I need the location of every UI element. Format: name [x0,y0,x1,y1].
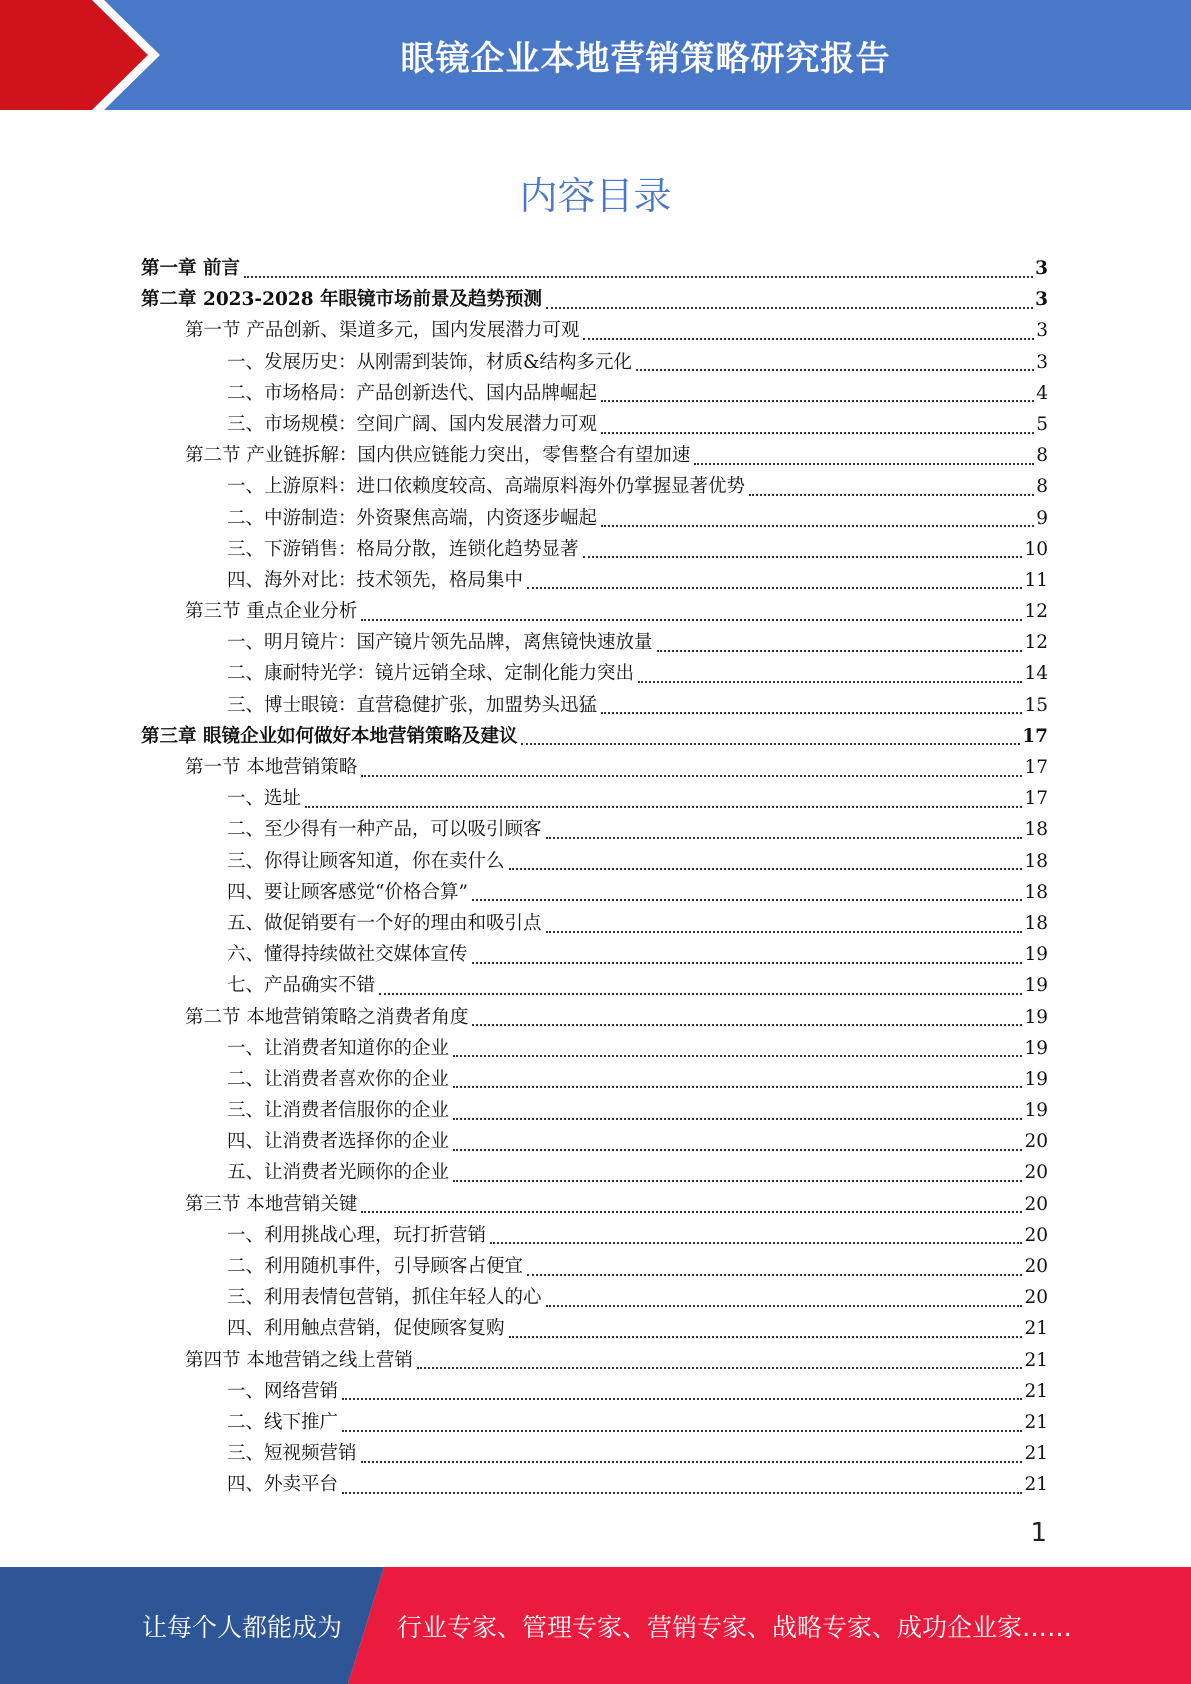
toc-entry-page: 20 [1024,1224,1048,1246]
toc-entry-page: 20 [1024,1287,1048,1309]
toc-dot-leader [601,400,1034,402]
toc-entry-page: 17 [1024,788,1048,810]
toc-dot-leader [546,307,1033,309]
toc-subsection-entry[interactable] [141,1407,1048,1438]
toc-entry-page: 21 [1024,1380,1048,1402]
toc-subsection-entry[interactable] [141,908,1048,939]
toc-entry-page: 12 [1024,632,1048,654]
toc-dot-leader [601,432,1034,434]
toc-chapter-entry[interactable] [141,253,1048,284]
toc-dot-leader [583,338,1034,340]
toc-entry-page: 19 [1024,975,1048,997]
toc-subsection-entry[interactable] [141,471,1048,502]
toc-dot-leader [453,1055,1022,1057]
toc-entry-title: 一、让消费者知道你的企业 [227,1037,450,1059]
toc-entry-page: 17 [1024,757,1048,778]
toc-dot-leader [490,1242,1022,1244]
toc-dot-leader [546,931,1023,933]
toc-dot-leader [694,463,1034,465]
toc-entry-title: 一、发展历史：从刚需到装饰，材质&结构多元化 [227,351,632,373]
toc-entry-page: 15 [1024,694,1048,716]
toc-dot-leader [453,1086,1022,1088]
toc-subsection-entry[interactable] [141,846,1048,877]
toc-entry-title: 第三章 眼镜企业如何做好本地营销策略及建议 [141,725,518,747]
toc-entry-page: 20 [1024,1193,1048,1215]
toc-entry-title: 一、明月镜片：国产镜片领先品牌，离焦镜快速放量 [227,632,653,654]
toc-dot-leader [342,1398,1022,1400]
toc-entry-page: 17 [1022,725,1048,747]
toc-entry-title: 四、要让顾客感觉“价格合算” [227,881,468,903]
toc-entry-page: 20 [1024,1256,1048,1277]
toc-subsection-entry[interactable] [141,1376,1048,1407]
toc-dot-leader [472,962,1023,964]
toc-entry-title: 六、懂得持续做社交媒体宣传 [227,944,468,966]
toc-dot-leader [521,743,1020,745]
toc-entry-title: 二、利用随机事件，引导顾客占便宜 [227,1256,524,1277]
toc-dot-leader [472,899,1023,901]
toc-entry-title: 三、利用表情包营销，抓住年轻人的心 [227,1287,542,1309]
toc-chapter-entry[interactable] [141,284,1048,315]
toc-dot-leader [361,1211,1022,1213]
toc-dot-leader [749,494,1034,496]
toc-entry-title: 三、博士眼镜：直营稳健扩张，加盟势头迅猛 [227,694,598,716]
toc-entry-page: 18 [1024,850,1048,872]
toc-subsection-entry[interactable] [141,1469,1048,1500]
toc-subsection-entry[interactable] [141,1220,1048,1251]
toc-entry-page: 3 [1036,320,1048,342]
toc-section-entry[interactable] [141,440,1048,471]
toc-entry-title: 二、市场格局：产品创新迭代、国内品牌崛起 [227,382,598,404]
toc-entry-title: 七、产品确实不错 [227,975,376,997]
toc-subsection-entry[interactable] [141,1157,1048,1188]
toc-entry-title: 四、利用触点营销，促使顾客复购 [227,1318,505,1340]
toc-dot-leader [244,276,1033,278]
toc-entry-page: 9 [1036,507,1048,529]
toc-subsection-entry[interactable] [141,1126,1048,1157]
toc-dot-leader [527,587,1022,589]
toc-entry-title: 第一章 前言 [141,258,240,279]
toc-subsection-entry[interactable] [141,1251,1048,1282]
toc-entry-title: 五、让消费者光顾你的企业 [227,1162,450,1184]
toc-entry-title: 二、至少得有一种产品，可以吸引顾客 [227,819,542,841]
toc-subsection-entry[interactable] [141,503,1048,534]
toc-subsection-entry[interactable] [141,783,1048,814]
toc-entry-title: 一、选址 [227,788,302,810]
toc-entry-title: 四、外卖平台 [227,1474,339,1496]
toc-subsection-entry[interactable] [141,814,1048,845]
toc-entry-title: 四、让消费者选择你的企业 [227,1131,450,1153]
toc-entry-title: 五、做促销要有一个好的理由和吸引点 [227,912,542,934]
toc-section-entry[interactable] [141,1002,1048,1033]
toc-entry-title: 三、你得让顾客知道，你在卖什么 [227,850,505,872]
toc-subsection-entry[interactable] [141,1033,1048,1064]
toc-dot-leader [453,1149,1022,1151]
toc-dot-leader [453,1180,1022,1182]
toc-entry-page: 12 [1024,601,1048,623]
toc-subsection-entry[interactable] [141,1313,1048,1344]
toc-dot-leader [527,1274,1022,1276]
toc-entry-title: 第三节 重点企业分析 [185,601,358,623]
toc-entry-page: 8 [1036,445,1048,467]
toc-dot-leader [638,681,1022,683]
toc-dot-leader [379,993,1022,995]
toc-dot-leader [305,806,1022,808]
toc-section-entry[interactable] [141,1189,1048,1220]
toc-entry-title: 一、利用挑战心理，玩打折营销 [227,1224,487,1246]
toc-dot-leader [342,1430,1022,1432]
toc-entry-page: 20 [1024,1162,1048,1184]
toc-section-entry[interactable] [141,315,1048,346]
footer-slogan-left: 让每个人都能成为 [142,1612,343,1642]
toc-entry-title: 三、下游销售：格局分散，连锁化趋势显著 [227,538,579,560]
toc-entry-page: 20 [1024,1131,1048,1153]
footer-slogan-right: 行业专家、管理专家、营销专家、战略专家、成功企业家…… [397,1612,1073,1642]
toc-entry-page: 19 [1024,1068,1048,1090]
toc-entry-page: 3 [1036,351,1048,373]
toc-section-entry[interactable] [141,596,1048,627]
toc-entry-title: 第二节 本地营销策略之消费者角度 [185,1006,469,1028]
toc-dot-leader [546,1305,1023,1307]
toc-dot-leader [453,1118,1022,1120]
toc-subsection-entry[interactable] [141,627,1048,658]
toc-dot-leader [546,837,1023,839]
toc-section-entry[interactable] [141,1345,1048,1376]
toc-entry-page: 19 [1024,1006,1048,1028]
page-footer [0,1567,1191,1684]
toc-subsection-entry[interactable] [141,1095,1048,1126]
toc-dot-leader [509,868,1023,870]
toc-entry-page: 18 [1024,912,1048,934]
toc-dot-leader [583,556,1023,558]
toc-entry-page: 21 [1024,1474,1048,1496]
report-title: 眼镜企业本地营销策略研究报告 [400,38,891,79]
toc-entry-page: 21 [1024,1443,1048,1465]
toc-subsection-entry[interactable] [141,347,1048,378]
toc-subsection-entry[interactable] [141,534,1048,565]
toc-entry-page: 4 [1036,382,1048,404]
toc-entry-page: 18 [1024,881,1048,903]
toc-entry-page: 19 [1024,1037,1048,1059]
toc-entry-page: 14 [1024,663,1048,685]
toc-dot-leader [636,369,1034,371]
toc-entry-page: 19 [1024,944,1048,966]
toc-entry-page: 3 [1035,289,1048,311]
toc-subsection-entry[interactable] [141,409,1048,440]
toc-dot-leader [657,650,1023,652]
toc-subsection-entry[interactable] [141,939,1048,970]
toc-entry-title: 三、市场规模：空间广阔、国内发展潜力可观 [227,413,598,435]
toc-dot-leader [509,1336,1023,1338]
toc-dot-leader [601,712,1022,714]
toc-entry-page: 10 [1024,538,1048,560]
toc-entry-page: 5 [1036,413,1048,435]
toc-entry-title: 第二章 2023-2028 年眼镜市场前景及趋势预测 [141,289,543,311]
toc-entry-page: 8 [1036,476,1048,498]
toc-entry-title: 三、让消费者信服你的企业 [227,1100,450,1122]
toc-entry-title: 二、康耐特光学：镜片远销全球、定制化能力突出 [227,663,635,685]
page-number: 1 [1030,1518,1047,1548]
toc-dot-leader [361,619,1022,621]
toc-entry-page: 21 [1024,1318,1048,1340]
toc-dot-leader [342,1492,1022,1494]
toc-entry-title: 四、海外对比：技术领先，格局集中 [227,569,524,591]
toc-entry-page: 21 [1024,1349,1048,1371]
toc-subsection-entry[interactable] [141,658,1048,689]
toc-entry-title: 第四节 本地营销之线上营销 [185,1349,413,1371]
toc-subsection-entry[interactable] [141,565,1048,596]
toc-heading: 内容目录 [519,174,672,218]
toc-entry-page: 19 [1024,1100,1048,1122]
toc-entry-title: 第二节 产业链拆解：国内供应链能力突出，零售整合有望加速 [185,445,691,467]
toc-dot-leader [417,1367,1023,1369]
toc-subsection-entry[interactable] [141,1438,1048,1469]
toc-entry-title: 一、网络营销 [227,1380,339,1402]
toc-entry-page: 21 [1024,1411,1048,1433]
toc-entry-title: 三、短视频营销 [227,1443,357,1465]
toc-subsection-entry[interactable] [141,1064,1048,1095]
toc-entry-title: 二、线下推广 [227,1411,339,1433]
toc-section-entry[interactable] [141,752,1048,783]
toc-subsection-entry[interactable] [141,1282,1048,1313]
toc-entry-page: 11 [1024,569,1048,591]
toc-dot-leader [601,525,1034,527]
toc-entry-page: 3 [1035,258,1048,279]
toc-entry-title: 一、上游原料：进口依赖度较高、高端原料海外仍掌握显著优势 [227,476,746,498]
toc-entry-title: 二、让消费者喜欢你的企业 [227,1068,450,1090]
toc-subsection-entry[interactable] [141,690,1048,721]
toc-entry-page: 18 [1024,819,1048,841]
toc-subsection-entry[interactable] [141,877,1048,908]
toc-dot-leader [472,1024,1022,1026]
toc-entry-title: 第三节 本地营销关键 [185,1193,358,1215]
toc-entry-title: 二、中游制造：外资聚焦高端，内资逐步崛起 [227,507,598,529]
toc-entry-title: 第一节 产品创新、渠道多元，国内发展潜力可观 [185,320,580,342]
toc-dot-leader [361,1461,1023,1463]
page-header [0,0,1191,110]
toc-entry-title: 第一节 本地营销策略 [185,757,358,778]
toc-subsection-entry[interactable] [141,970,1048,1001]
toc-dot-leader [361,775,1022,777]
toc-chapter-entry[interactable] [141,721,1048,752]
table-of-contents [141,253,1048,1501]
toc-subsection-entry[interactable] [141,378,1048,409]
